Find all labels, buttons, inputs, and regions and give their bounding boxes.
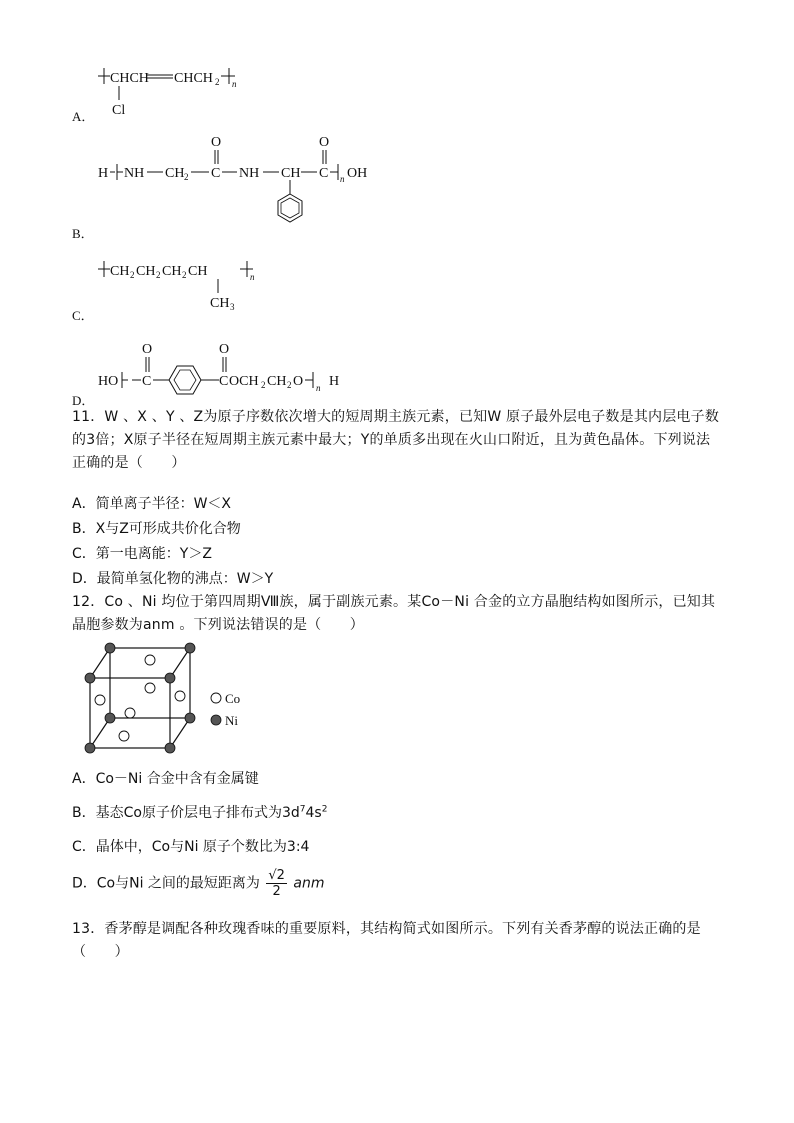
co-legend-label: Co [225,691,241,706]
q11-option-d: D．最简单氢化物的沸点：W＞Y [72,571,274,587]
svg-text:CH: CH [110,264,130,279]
sqrt2-over-2: $\frac{√2}{2}$ [268,868,285,899]
q12-option-a: A．Co－Ni 合金中含有金属键 [72,771,259,787]
option-b-letter: B． [72,226,94,241]
svg-text:C: C [219,374,229,389]
svg-text:OCH: OCH [229,374,259,389]
option-a-letter: A． [72,109,95,124]
q11-option-c: C．第一电离能：Y＞Z [72,546,212,562]
q12-option-d: D．Co与Ni 之间的最短距离为 $\frac{√2}{2}$ anm [72,868,325,899]
svg-text:C: C [319,166,329,181]
svg-text:CH: CH [210,296,230,311]
co-legend-icon [211,693,221,703]
svg-text:NH: NH [124,166,145,181]
svg-text:CH: CH [162,264,182,279]
option-d-letter: D． [72,393,95,408]
svg-text:2: 2 [182,270,187,280]
question-11-text: 11．W 、X 、Y 、Z为原子序数依次增大的短周期主族元素，已知W 原子最外层电子数是其内层电子数的3倍；X原子半径在短周期主族元素中最大；Y的单质多出现在火山口附近，且为黄色晶体。下列说法正确的是（ ） [72,409,720,471]
q12-option-c: C．晶体中，Co与Ni 原子个数比为3:4 [72,839,310,855]
svg-text:n: n [316,383,321,393]
svg-text:O: O [319,135,330,150]
option-a-chch2: CHCH [174,71,213,86]
option-c-letter: C． [72,308,94,323]
svg-text:O: O [219,342,230,357]
svg-text:2: 2 [184,172,189,182]
svg-text:CH: CH [136,264,156,279]
svg-text:2: 2 [156,270,161,280]
svg-text:O: O [211,135,222,150]
svg-text:CH: CH [165,166,185,181]
svg-text:H: H [329,374,340,389]
svg-text:C: C [211,166,221,181]
svg-text:n: n [340,174,345,184]
svg-text:2: 2 [261,380,266,390]
svg-text:n: n [232,79,237,89]
option-a-cl: Cl [112,103,126,118]
ni-legend-icon [211,715,221,725]
option-c-structure [95,255,275,315]
co-atoms [95,655,185,741]
svg-text:HO: HO [98,374,119,389]
question-12-text: 12．Co 、Ni 均位于第四周期Ⅷ族，属于副族元素。某Co－Ni 合金的立方晶胞结构如图所示，已知其晶胞参数为anm 。下列说法错误的是（ ） [72,594,716,633]
option-d-structure [95,335,365,397]
svg-text:CH: CH [281,166,301,181]
svg-text:2: 2 [215,77,220,87]
svg-text:O: O [293,374,304,389]
q11-option-a: A．简单离子半径：W＜X [72,496,232,512]
svg-text:2: 2 [130,270,135,280]
svg-text:C: C [142,374,152,389]
svg-text:CH: CH [188,264,208,279]
svg-text:n: n [250,272,255,282]
svg-text:2: 2 [287,380,292,390]
option-a-chchcl: CHCH [110,71,149,86]
question-13-text: 13．香茅醇是调配各种玫瑰香味的重要原料，其结构简式如图所示。下列有关香茅醇的说法正确的是（ ） [72,921,701,960]
svg-text:3: 3 [230,302,235,312]
svg-text:O: O [142,342,153,357]
svg-text:NH: NH [239,166,260,181]
option-a-structure [95,62,275,120]
ni-legend-label: Ni [225,713,238,728]
svg-text:CH: CH [267,374,287,389]
option-b-structure [95,130,385,235]
q11-option-b: B．X与Z可形成共价化合物 [72,521,241,537]
svg-text:OH: OH [347,166,368,181]
crystal-cell-figure [80,640,260,760]
q12-option-b: B．基态Co原子价层电子排布式为$3d^74s^2$ [72,804,328,821]
svg-text:H: H [98,166,109,181]
